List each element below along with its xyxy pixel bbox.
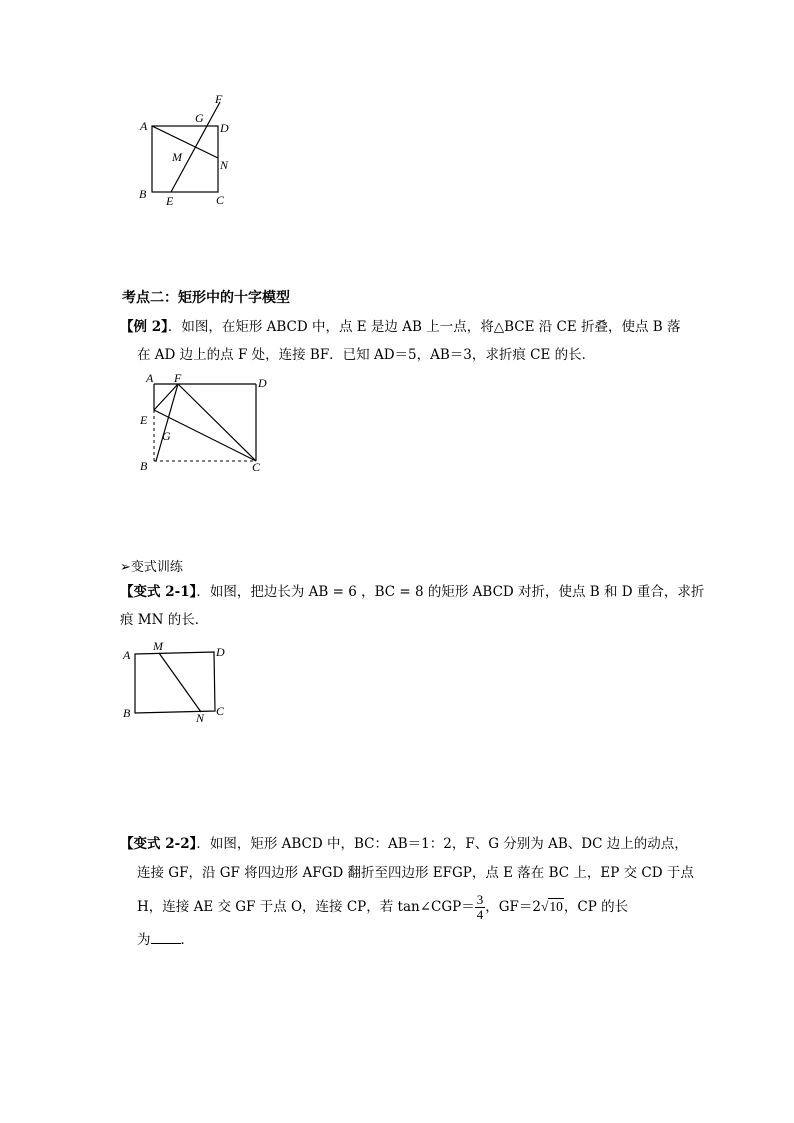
label-b: B bbox=[139, 187, 147, 201]
variant-2-1-tag: 【变式 2-1】 bbox=[120, 584, 197, 600]
segment-mn bbox=[159, 653, 201, 712]
example-2-tag: 【例 2】 bbox=[120, 319, 168, 335]
example-2-figure bbox=[132, 368, 282, 478]
example-2-text bbox=[120, 313, 681, 369]
variant-training-heading bbox=[120, 556, 183, 575]
square-abcd bbox=[152, 126, 218, 192]
variant-2-2-line-2: 连接 GF，沿 GF 将四边形 AFGD 翻折至四边形 EFGP，点 E 落在 BC 上，EP 交 CD 于点 bbox=[137, 865, 694, 881]
label-m: M bbox=[172, 150, 182, 164]
sqrt-ten: √10 bbox=[540, 899, 563, 914]
label-b: B bbox=[123, 706, 131, 720]
label-a: A bbox=[123, 648, 131, 662]
label-f: F bbox=[215, 92, 223, 106]
variant-2-1-line-2: 痕 MN 的长． bbox=[120, 612, 209, 628]
variant-2-2-tag: 【变式 2-2】 bbox=[120, 836, 197, 852]
label-c: C bbox=[216, 704, 225, 718]
label-n: N bbox=[220, 158, 229, 172]
label-n: N bbox=[196, 711, 205, 725]
label-f: F bbox=[174, 371, 182, 385]
variant-2-2-line-4: 为 ． bbox=[120, 926, 694, 955]
rectangle-abcd bbox=[135, 652, 215, 713]
label-c: C bbox=[216, 193, 225, 207]
label-m: M bbox=[153, 639, 163, 653]
variant-2-1-line-1: 【变式 2-1】．如图，把边长为 AB = 6 ，BC = 8 的矩形 ABCD 对折，使点 B 和 D 重合，求折 bbox=[120, 584, 705, 600]
label-g: G bbox=[195, 111, 204, 125]
label-e: E bbox=[140, 413, 148, 427]
example-2-line-1: 【例 2】．如图，在矩形 ABCD 中，点 E 是边 AB 上一点，将△BCE 沿 CE 折叠，使点 B 落 bbox=[120, 319, 681, 335]
arrow-marker-icon: ➢ bbox=[120, 560, 131, 575]
label-a: A bbox=[146, 371, 154, 385]
fraction-three-quarters: $\frac{3}{4}$ bbox=[476, 892, 484, 922]
variant-2-2-line-1: 【变式 2-2】．如图，矩形 ABCD 中，BC：AB＝1：2，F、G 分别为 AB、DC 边上的动点， bbox=[120, 836, 688, 852]
label-d: D bbox=[258, 376, 267, 390]
variant-2-1-figure bbox=[118, 638, 238, 728]
variant-training-title: 变式训练 bbox=[130, 560, 183, 575]
label-d: D bbox=[220, 121, 229, 135]
variant-2-1-text bbox=[120, 578, 704, 634]
label-a: A bbox=[140, 119, 148, 133]
figure-1-square bbox=[130, 90, 240, 210]
label-b: B bbox=[140, 459, 148, 473]
segment-an bbox=[152, 126, 218, 158]
example-2-line-2: 在 AD 边上的点 F 处，连接 BF．已知 AD＝5，AB＝3，求折痕 CE 的长． bbox=[137, 347, 596, 363]
variant-2-2-line-3: H，连接 AE 交 GF 于点 O，连接 CP，若 tan∠CGP＝ $\frac{3}{4}$ ，GF＝2√10，CP 的长 bbox=[137, 892, 629, 922]
label-e: E bbox=[166, 194, 174, 208]
label-c: C bbox=[252, 460, 261, 474]
section-2-heading: 考点二：矩形中的十字模型 bbox=[122, 290, 290, 306]
variant-2-2-text bbox=[120, 830, 694, 955]
answer-blank[interactable] bbox=[151, 929, 181, 944]
label-d: D bbox=[216, 645, 225, 659]
segment-fc bbox=[178, 384, 256, 461]
label-g: G bbox=[162, 429, 171, 443]
